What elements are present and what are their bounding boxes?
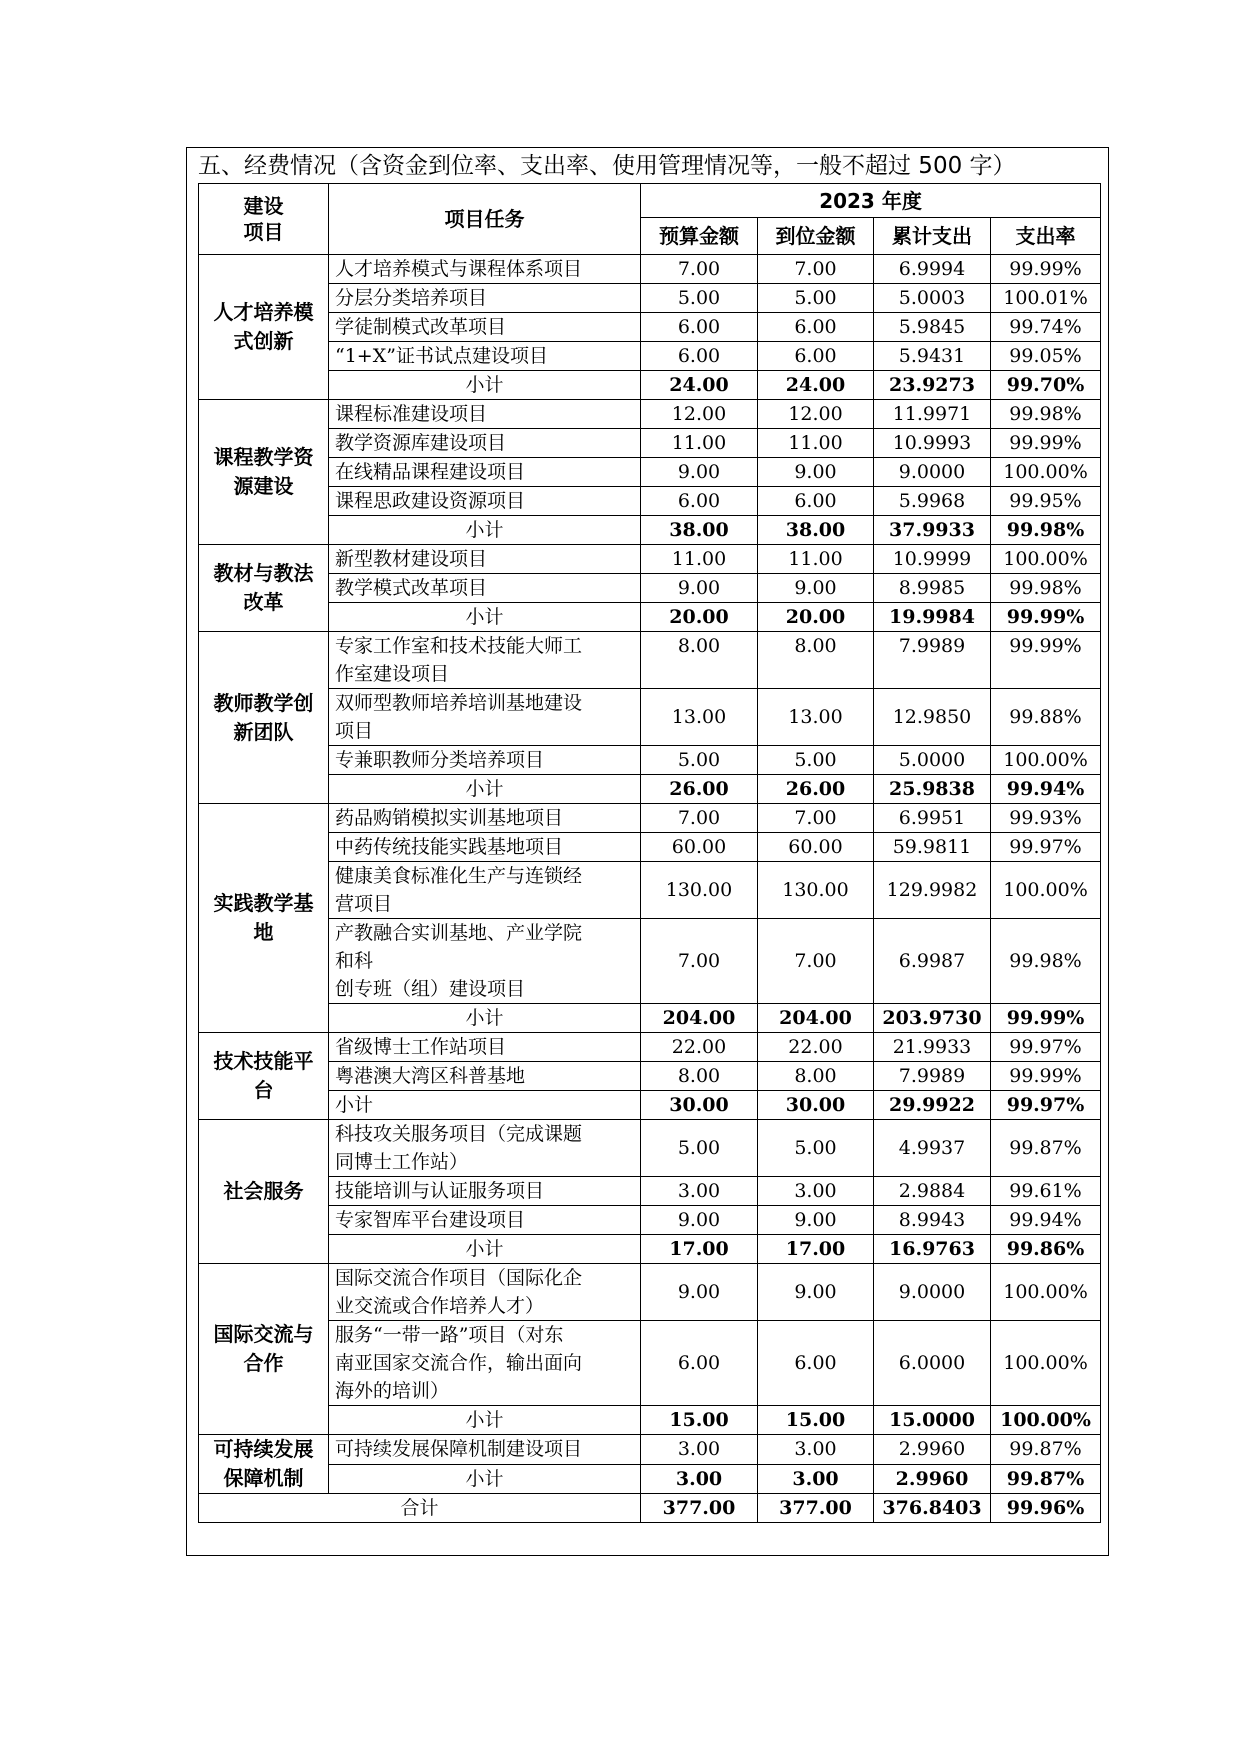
table-row [199,746,1101,775]
task-cell: 在线精品课程建设项目 [329,458,641,487]
header-received: 到位金额 [758,218,874,255]
task-cell: 科技攻关服务项目（完成课题 同博士工作站） [329,1120,641,1177]
spent-cell: 59.9811 [874,833,991,862]
rate-cell: 99.99% [991,632,1101,689]
subtotal-budget: 26.00 [641,775,758,804]
spent-cell: 10.9999 [874,545,991,574]
spent-cell: 8.9985 [874,574,991,603]
table-row [199,487,1101,516]
rate-cell: 99.05% [991,342,1101,371]
task-cell: 药品购销模拟实训基地项目 [329,804,641,833]
received-cell: 11.00 [758,545,874,574]
task-cell: 学徒制模式改革项目 [329,313,641,342]
subtotal-row [199,1464,1101,1494]
received-cell: 5.00 [758,284,874,313]
spent-cell: 6.9987 [874,919,991,1004]
rate-cell: 99.99% [991,1062,1101,1091]
received-cell: 3.00 [758,1177,874,1206]
spent-cell: 6.0000 [874,1321,991,1406]
budget-cell: 8.00 [641,1062,758,1091]
total-row [199,1494,1101,1523]
task-cell: 新型教材建设项目 [329,545,641,574]
subtotal-budget: 15.00 [641,1406,758,1435]
subtotal-spent: 203.9730 [874,1004,991,1033]
subtotal-label: 小计 [329,516,641,545]
received-cell: 8.00 [758,1062,874,1091]
table-row [199,255,1101,284]
budget-cell: 6.00 [641,313,758,342]
subtotal-spent: 16.9763 [874,1235,991,1264]
rate-cell: 100.00% [991,862,1101,919]
task-cell: 中药传统技能实践基地项目 [329,833,641,862]
task-cell: 课程标准建设项目 [329,400,641,429]
task-cell: 教学资源库建设项目 [329,429,641,458]
table-row [199,429,1101,458]
subtotal-received: 204.00 [758,1004,874,1033]
spent-cell: 6.9951 [874,804,991,833]
subtotal-rate: 100.00% [991,1406,1101,1435]
received-cell: 7.00 [758,255,874,284]
budget-cell: 9.00 [641,458,758,487]
spent-cell: 5.9968 [874,487,991,516]
received-cell: 7.00 [758,919,874,1004]
rate-cell: 99.98% [991,919,1101,1004]
category-cell: 人才培养模 式创新 [199,255,329,400]
spent-cell: 5.0003 [874,284,991,313]
table-row [199,1033,1101,1062]
task-cell: 国际交流合作项目（国际化企 业交流或合作培养人才） [329,1264,641,1321]
rate-cell: 99.93% [991,804,1101,833]
received-cell: 22.00 [758,1033,874,1062]
task-cell: 分层分类培养项目 [329,284,641,313]
total-rate: 99.96% [991,1494,1101,1523]
subtotal-rate: 99.70% [991,371,1101,400]
rate-cell: 99.98% [991,400,1101,429]
rate-cell: 99.95% [991,487,1101,516]
subtotal-label: 小计 [329,1464,641,1494]
table-row [199,1264,1101,1321]
rate-cell: 100.00% [991,1321,1101,1406]
received-cell: 9.00 [758,574,874,603]
category-cell: 国际交流与 合作 [199,1264,329,1435]
task-cell: 可持续发展保障机制建设项目 [329,1435,641,1465]
received-cell: 9.00 [758,458,874,487]
task-cell: 粤港澳大湾区科普基地 [329,1062,641,1091]
rate-cell: 99.97% [991,1033,1101,1062]
rate-cell: 99.61% [991,1177,1101,1206]
subtotal-received: 17.00 [758,1235,874,1264]
spent-cell: 9.0000 [874,1264,991,1321]
spent-cell: 10.9993 [874,429,991,458]
header-year: 2023 年度 [641,184,1101,218]
spent-cell: 5.9431 [874,342,991,371]
table-row [199,1206,1101,1235]
subtotal-label: 小计 [329,1091,641,1120]
subtotal-row [199,516,1101,545]
rate-cell: 100.00% [991,545,1101,574]
rate-cell: 99.88% [991,689,1101,746]
subtotal-row [199,1004,1101,1033]
budget-cell: 7.00 [641,255,758,284]
budget-cell: 5.00 [641,746,758,775]
spent-cell: 2.9960 [874,1435,991,1465]
table-row [199,833,1101,862]
subtotal-spent: 29.9922 [874,1091,991,1120]
rate-cell: 99.94% [991,1206,1101,1235]
subtotal-spent: 25.9838 [874,775,991,804]
category-cell: 实践教学基 地 [199,804,329,1033]
table-row [199,632,1101,689]
total-budget: 377.00 [641,1494,758,1523]
spent-cell: 21.9933 [874,1033,991,1062]
table-row [199,313,1101,342]
budget-cell: 5.00 [641,1120,758,1177]
task-cell: 人才培养模式与课程体系项目 [329,255,641,284]
subtotal-row [199,1091,1101,1120]
table-row [199,545,1101,574]
subtotal-budget: 38.00 [641,516,758,545]
spent-cell: 7.9989 [874,632,991,689]
received-cell: 12.00 [758,400,874,429]
spent-cell: 12.9850 [874,689,991,746]
budget-cell: 7.00 [641,804,758,833]
total-spent: 376.8403 [874,1494,991,1523]
header-project: 建设 项目 [199,184,329,255]
budget-cell: 9.00 [641,1206,758,1235]
received-cell: 5.00 [758,1120,874,1177]
subtotal-received: 15.00 [758,1406,874,1435]
spent-cell: 129.9982 [874,862,991,919]
subtotal-received: 38.00 [758,516,874,545]
task-cell: 专家智库平台建设项目 [329,1206,641,1235]
subtotal-rate: 99.99% [991,603,1101,632]
header-rate: 支出率 [991,218,1101,255]
subtotal-row [199,1235,1101,1264]
table-row [199,574,1101,603]
rate-cell: 99.98% [991,574,1101,603]
spent-cell: 5.0000 [874,746,991,775]
spent-cell: 4.9937 [874,1120,991,1177]
received-cell: 6.00 [758,313,874,342]
subtotal-spent: 2.9960 [874,1464,991,1494]
spent-cell: 6.9994 [874,255,991,284]
budget-table [198,183,1101,1523]
rate-cell: 99.99% [991,255,1101,284]
table-row [199,1435,1101,1465]
table-row [199,689,1101,746]
subtotal-budget: 24.00 [641,371,758,400]
received-cell: 130.00 [758,862,874,919]
subtotal-received: 24.00 [758,371,874,400]
subtotal-label: 小计 [329,371,641,400]
budget-cell: 13.00 [641,689,758,746]
received-cell: 13.00 [758,689,874,746]
budget-cell: 11.00 [641,429,758,458]
received-cell: 60.00 [758,833,874,862]
subtotal-rate: 99.87% [991,1464,1101,1494]
subtotal-budget: 30.00 [641,1091,758,1120]
task-cell: 专家工作室和技术技能大师工 作室建设项目 [329,632,641,689]
subtotal-row [199,603,1101,632]
table-row [199,284,1101,313]
subtotal-label: 小计 [329,1235,641,1264]
received-cell: 9.00 [758,1206,874,1235]
received-cell: 6.00 [758,487,874,516]
subtotal-rate: 99.94% [991,775,1101,804]
task-cell: 课程思政建设资源项目 [329,487,641,516]
subtotal-rate: 99.98% [991,516,1101,545]
budget-cell: 60.00 [641,833,758,862]
subtotal-received: 26.00 [758,775,874,804]
budget-cell: 130.00 [641,862,758,919]
task-cell: 健康美食标准化生产与连锁经 营项目 [329,862,641,919]
section-heading: 五、经费情况（含资金到位率、支出率、使用管理情况等，一般不超过 500 字） [198,153,1016,179]
table-row [199,400,1101,429]
spent-cell: 2.9884 [874,1177,991,1206]
table-row [199,1120,1101,1177]
budget-cell: 7.00 [641,919,758,1004]
budget-cell: 6.00 [641,1321,758,1406]
total-label: 合计 [199,1494,641,1523]
subtotal-budget: 204.00 [641,1004,758,1033]
subtotal-row [199,1406,1101,1435]
subtotal-label: 小计 [329,1406,641,1435]
header-row [199,184,1101,218]
received-cell: 11.00 [758,429,874,458]
spent-cell: 8.9943 [874,1206,991,1235]
budget-cell: 8.00 [641,632,758,689]
budget-cell: 11.00 [641,545,758,574]
table-row [199,1062,1101,1091]
budget-cell: 9.00 [641,1264,758,1321]
budget-table-body [199,184,1101,1523]
header-spent: 累计支出 [874,218,991,255]
subtotal-row [199,775,1101,804]
rate-cell: 100.01% [991,284,1101,313]
budget-cell: 9.00 [641,574,758,603]
task-cell: 省级博士工作站项目 [329,1033,641,1062]
task-cell: 双师型教师培养培训基地建设 项目 [329,689,641,746]
table-row [199,804,1101,833]
category-cell: 技术技能平 台 [199,1033,329,1120]
task-cell: 产教融合实训基地、产业学院 和科 创专班（组）建设项目 [329,919,641,1004]
table-row [199,919,1101,1004]
subtotal-rate: 99.97% [991,1091,1101,1120]
rate-cell: 100.00% [991,746,1101,775]
budget-cell: 12.00 [641,400,758,429]
subtotal-spent: 23.9273 [874,371,991,400]
budget-cell: 3.00 [641,1435,758,1465]
category-cell: 可持续发展 保障机制 [199,1435,329,1494]
budget-cell: 5.00 [641,284,758,313]
subtotal-rate: 99.99% [991,1004,1101,1033]
category-cell: 社会服务 [199,1120,329,1264]
received-cell: 9.00 [758,1264,874,1321]
task-cell: 教学模式改革项目 [329,574,641,603]
budget-cell: 3.00 [641,1177,758,1206]
table-row [199,862,1101,919]
category-cell: 教师教学创 新团队 [199,632,329,804]
table-row [199,458,1101,487]
table-row [199,342,1101,371]
rate-cell: 99.99% [991,429,1101,458]
task-cell: 专兼职教师分类培养项目 [329,746,641,775]
subtotal-spent: 37.9933 [874,516,991,545]
received-cell: 5.00 [758,746,874,775]
subtotal-received: 20.00 [758,603,874,632]
subtotal-budget: 17.00 [641,1235,758,1264]
received-cell: 8.00 [758,632,874,689]
category-cell: 教材与教法 改革 [199,545,329,632]
rate-cell: 99.87% [991,1120,1101,1177]
spent-cell: 7.9989 [874,1062,991,1091]
spent-cell: 5.9845 [874,313,991,342]
task-cell: 服务“一带一路”项目（对东 南亚国家交流合作，输出面向 海外的培训） [329,1321,641,1406]
subtotal-received: 3.00 [758,1464,874,1494]
rate-cell: 100.00% [991,458,1101,487]
rate-cell: 99.87% [991,1435,1101,1465]
total-received: 377.00 [758,1494,874,1523]
subtotal-label: 小计 [329,775,641,804]
received-cell: 6.00 [758,342,874,371]
received-cell: 7.00 [758,804,874,833]
task-cell: 技能培训与认证服务项目 [329,1177,641,1206]
spent-cell: 9.0000 [874,458,991,487]
subtotal-label: 小计 [329,1004,641,1033]
subtotal-rate: 99.86% [991,1235,1101,1264]
budget-cell: 6.00 [641,487,758,516]
header-task: 项目任务 [329,184,641,255]
subtotal-budget: 20.00 [641,603,758,632]
category-cell: 课程教学资 源建设 [199,400,329,545]
budget-cell: 22.00 [641,1033,758,1062]
rate-cell: 99.97% [991,833,1101,862]
subtotal-spent: 15.0000 [874,1406,991,1435]
subtotal-label: 小计 [329,603,641,632]
spent-cell: 11.9971 [874,400,991,429]
subtotal-row [199,371,1101,400]
task-cell: “1+X”证书试点建设项目 [329,342,641,371]
budget-cell: 6.00 [641,342,758,371]
table-row [199,1321,1101,1406]
rate-cell: 99.74% [991,313,1101,342]
rate-cell: 100.00% [991,1264,1101,1321]
subtotal-spent: 19.9984 [874,603,991,632]
received-cell: 3.00 [758,1435,874,1465]
header-budget: 预算金额 [641,218,758,255]
received-cell: 6.00 [758,1321,874,1406]
table-row [199,1177,1101,1206]
subtotal-budget: 3.00 [641,1464,758,1494]
subtotal-received: 30.00 [758,1091,874,1120]
